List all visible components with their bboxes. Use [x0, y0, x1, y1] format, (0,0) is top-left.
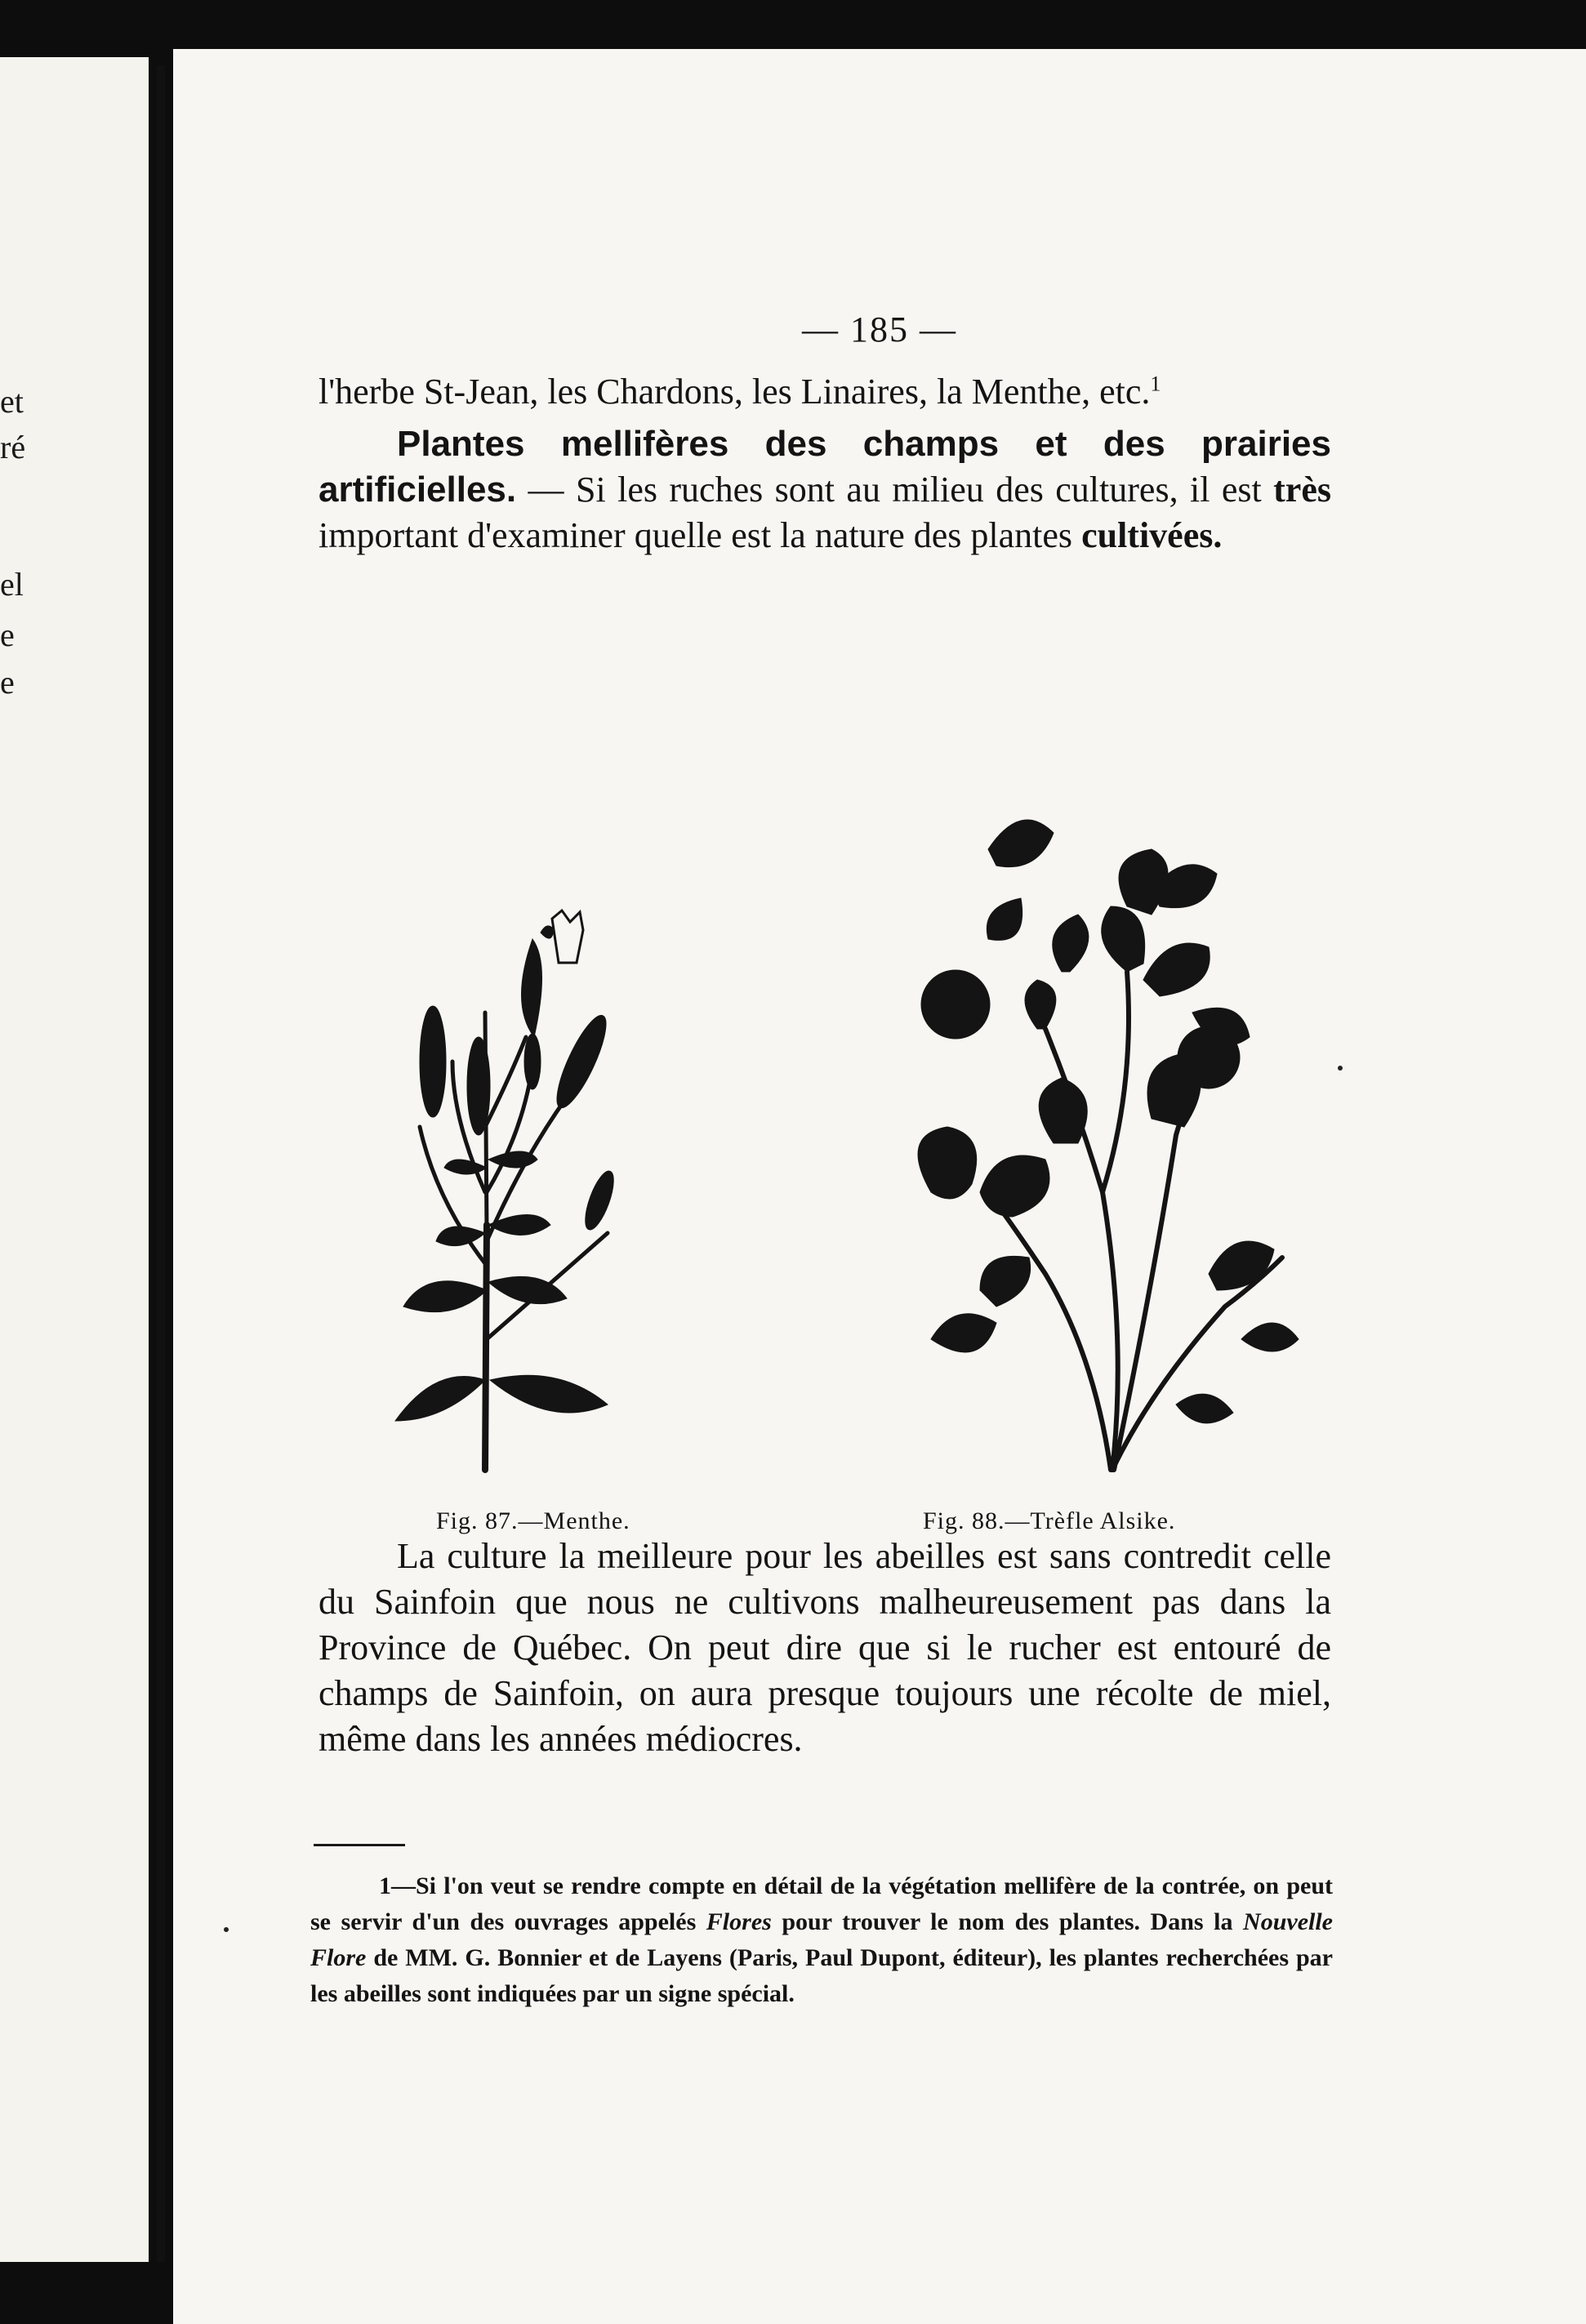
book-page — [173, 49, 1586, 2324]
intro-line — [319, 369, 1331, 415]
figure-88-caption: Fig. 88.—Trèfle Alsike. — [923, 1507, 1176, 1534]
left-fragment: el — [0, 566, 24, 603]
intro-text-line: l'herbe St-Jean, les Chardons, les Linaires, la Menthe, etc. — [319, 372, 1151, 412]
left-fragment: e — [0, 617, 15, 653]
footnote-part-1: 1—Si l'on veut se rendre compte en détail de la végétation mellifère de la contrée, on peut se servir d'un des ouvrages appelés — [310, 1872, 1333, 1935]
section-body-end: cultivées. — [1081, 515, 1223, 555]
footnote-rule — [314, 1844, 405, 1846]
footnote-title-flores: Flores — [706, 1908, 772, 1935]
left-fragment: ré — [0, 429, 26, 465]
culture-paragraph: La culture la meilleure pour les abeilles est sans contredit celle du Sainfoin que nous ne cultivons malheureusement pas dans la Province de Québec. On peut dire que si le rucher est entouré de champs de Sainfoin, on aura presque toujours une récolte de miel, même dans les années médiocres. — [319, 1536, 1331, 1759]
section-body: Si les ruches sont au milieu des cultures, il est — [575, 470, 1262, 510]
left-fragment: et — [0, 383, 24, 420]
section-body-rest: important d'examiner quelle est la nature des plantes — [319, 515, 1073, 555]
section-heading: Plantes mellifères des champs et des prairies artificielles. — [319, 424, 1331, 510]
footnote-part-3: de MM. G. Bonnier et de Layens (Paris, Paul Dupont, éditeur), les plantes recherchées par les abeilles sont indiquées par un signe spécial. — [310, 1944, 1333, 2007]
speck — [1338, 1066, 1343, 1071]
footnote-part-2: pour trouver le nom des plantes. Dans la — [771, 1908, 1244, 1935]
clover-illustration — [882, 768, 1339, 1486]
mint-illustration — [363, 882, 706, 1478]
em-dash: — — [516, 470, 576, 510]
previous-page-edge — [0, 57, 149, 2262]
section-paragraph — [319, 421, 1331, 559]
intro-text — [319, 369, 1331, 559]
speck — [224, 1927, 229, 1932]
culture-text — [319, 1534, 1331, 1762]
footnote-reference: 1 — [1150, 372, 1161, 396]
footnote-title-nouvelle-flore: Nouvelle Flore — [310, 1908, 1333, 1971]
left-fragment: e — [0, 664, 15, 701]
footnote — [310, 1868, 1333, 2012]
page-number: — 185 — — [802, 309, 957, 349]
figure-87-caption: Fig. 87.—Menthe. — [436, 1507, 630, 1534]
footnote-text — [310, 1868, 1333, 2012]
page-gutter — [157, 65, 165, 2262]
section-body-bold: très — [1273, 470, 1331, 510]
